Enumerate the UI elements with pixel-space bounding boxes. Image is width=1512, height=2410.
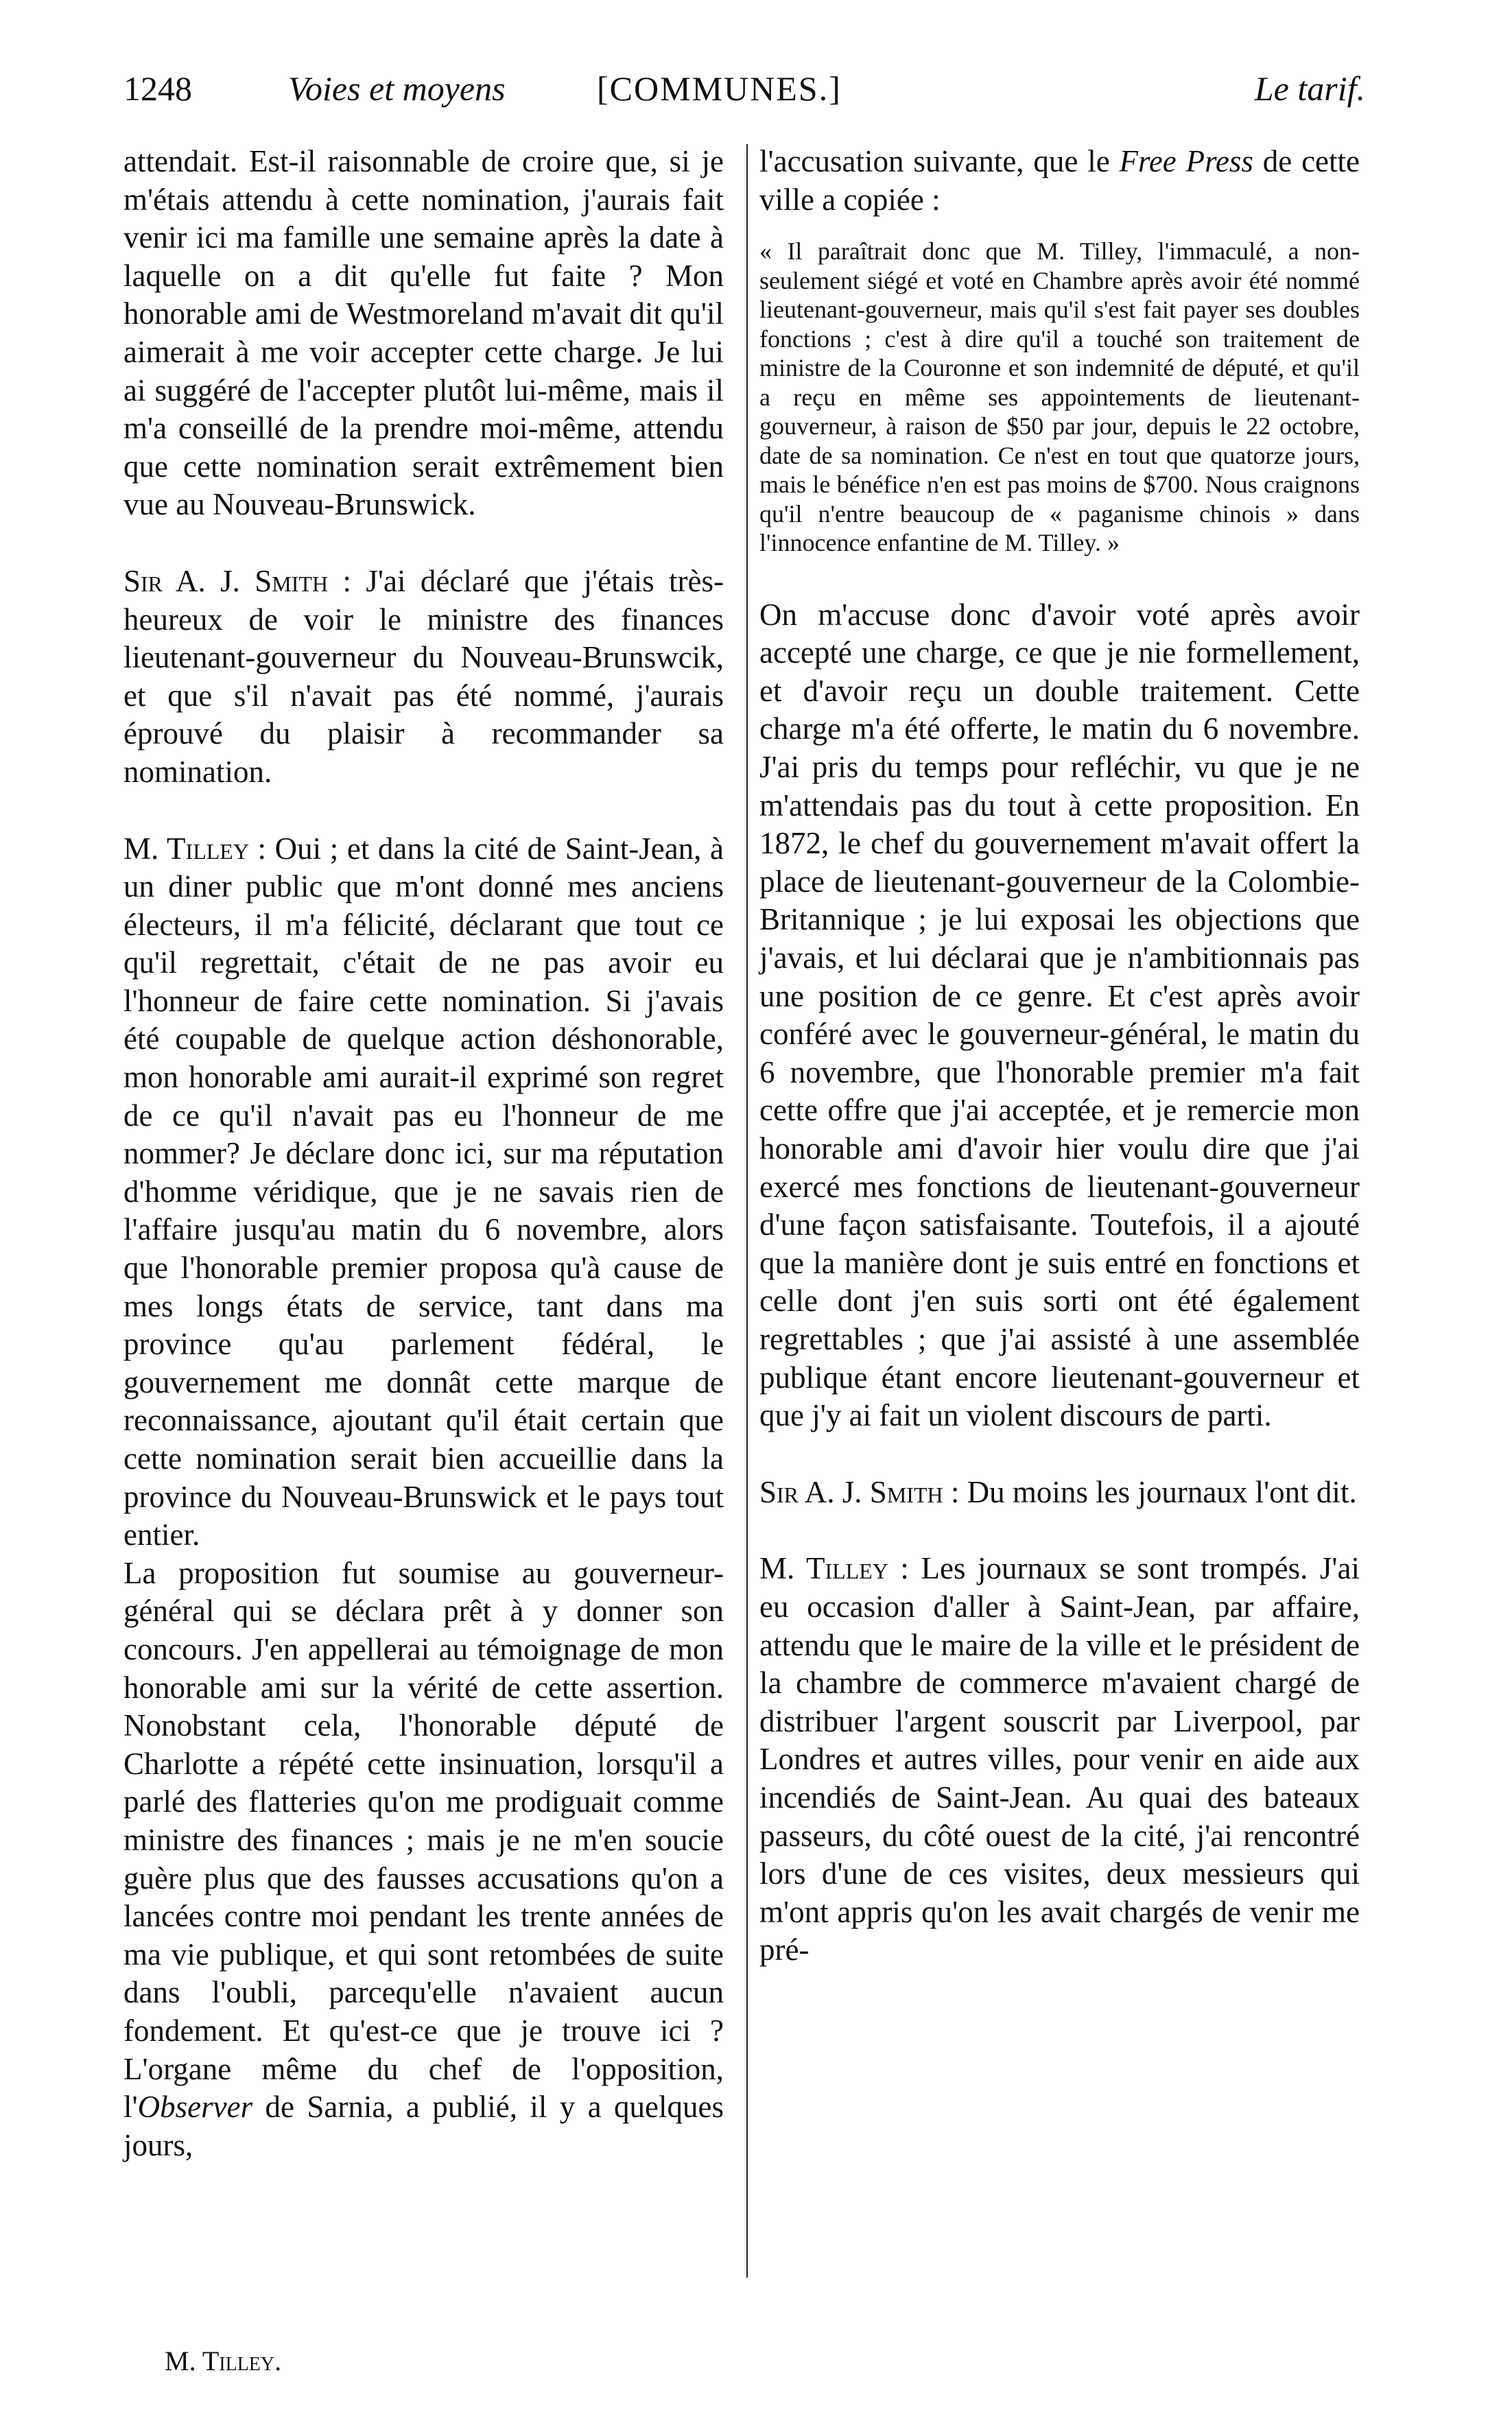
newspaper-title: Observer bbox=[137, 2090, 253, 2125]
paragraph bbox=[123, 830, 724, 1555]
speaker-name: M. Tilley : bbox=[759, 1551, 909, 1586]
speech-text: Les journaux se sont trompés. J'ai eu occasion d'aller à Saint-Jean, par affaire, attendu que le maire de la ville et le président de la chambre de commerce m'avaient chargé de distribuer l'argent souscrit par Liverpool, par Londres et autres villes, pour venir en aide aux incendiés de Saint-Jean. Au quai des bateaux passeurs, du côté ouest de la cité, j'ai rencontré lors d'une de ces visites, deux messieurs qui m'ont appris qu'on les avait chargés de venir me pré- bbox=[759, 1551, 1360, 1968]
paragraph-text-end: de Sarnia, a publié, il y a quelques jours, bbox=[123, 2090, 724, 2162]
header-center-title: [COMMUNES.] bbox=[597, 69, 842, 108]
speaker-name: Sir A. J. Smith : bbox=[123, 563, 351, 598]
paragraph bbox=[759, 1474, 1360, 1512]
paragraph bbox=[123, 1555, 724, 2165]
paragraph bbox=[759, 143, 1360, 219]
speaker-name: M. Tilley : bbox=[123, 831, 267, 866]
header-right-title: Le tarif. bbox=[1254, 69, 1365, 108]
speech-text: J'ai déclaré que j'étais très-heureux de voir le ministre des finances lieutenant-gouverneur du Nouveau-Brunswcik, et que s'il n'avait pas été nommé, j'aurais éprouvé du plaisir à recommander sa nomination. bbox=[123, 563, 724, 789]
right-column bbox=[759, 143, 1360, 1970]
paragraph-text: l'accusation suivante, que le bbox=[759, 144, 1120, 178]
page-number: 1248 bbox=[123, 69, 192, 108]
left-column bbox=[123, 143, 724, 2164]
newspaper-title: Free Press bbox=[1119, 144, 1253, 178]
page-header bbox=[123, 69, 1365, 117]
paragraph bbox=[123, 563, 724, 792]
speech-text: Oui ; et dans la cité de Saint-Jean, à un diner public que m'ont donné mes anciens électeurs, il m'a félicité, déclarant que tout ce qu'il regrettait, c'était de ne pas avoir eu l'honneur de faire cette nomination. Si j'avais été coupable de quelque action déshonorable, mon honorable ami aurait-il exprimé son regret de ce qu'il n'avait pas eu l'honneur de me nommer? Je déclare donc ici, sur ma réputation d'homme véridique, que je ne savais rien de l'affaire jusqu'au matin du 6 novembre, alors que l'honorable premier proposa qu'à cause de mes longs états de service, tant dans ma province qu'au parlement fédéral, le gouvernement me donnât cette marque de reconnaissance, ajoutant qu'il était certain que cette nomination serait bien accueillie dans la province du Nouveau-Brunswick et le pays tout entier. bbox=[123, 831, 724, 1552]
paragraph: On m'accuse donc d'avoir voté après avoir accepté une charge, ce que je nie formellement, et d'avoir reçu un double traitement. Cette charge m'a été offerte, le matin du 6 novembre. J'ai pris du temps pour refléchir, vu que je ne m'attendais pas du tout à cette proposition. En 1872, le chef du gouvernement m'avait offert la place de lieutenant-gouverneur de la Colombie-Britannique ; je lui exposai les objections que j'avais, et lui déclarai que je n'ambitionnais pas une position de ce genre. Et c'est après avoir conféré avec le gouverneur-général, le matin du 6 novembre, que l'honorable premier m'a fait cette offre que j'ai acceptée, et je remercie mon honorable ami d'avoir hier voulu dire que j'ai exercé mes fonctions de lieutenant-gouverneur d'une façon satisfaisante. Toutefois, il a ajouté que la manière dont je suis entré en fonctions et celle dont j'en suis sorti ont été également regrettables ; que j'ai assisté à une assemblée publique étant encore lieutenant-gouverneur et que j'y ai fait un violent discours de parti. bbox=[759, 597, 1360, 1433]
speech-text: Du moins les journaux l'ont dit. bbox=[967, 1474, 1357, 1509]
header-left-title: Voies et moyens bbox=[288, 69, 506, 108]
page-footer-running-name: M. Tilley. bbox=[165, 2346, 282, 2376]
column-divider bbox=[746, 144, 748, 2278]
paragraph: attendait. Est-il raisonnable de croire que, si je m'étais attendu à cette nomination, j'aurais fait venir ici ma famille une semaine après la date à laquelle on a dit qu'elle fut faite ? Mon honorable ami de Westmoreland m'avait dit qu'il aimerait à me voir accepter cette charge. Je lui ai suggéré de l'accepter plutôt lui-même, mais il m'a conseillé de la prendre moi-même, attendu que cette nomination serait extrêmement bien vue au Nouveau-Brunswick. bbox=[123, 144, 724, 522]
newspaper-quote: « Il paraîtrait donc que M. Tilley, l'immaculé, a non-seulement siégé et voté en Chambre après avoir été nommé lieutenant-gouverneur, mais qu'il s'est fait payer ses doubles fonctions ; c'est à dire qu'il a touché son traitement de ministre de la Couronne et son indemnité de député, et qu'il a reçu en même ses appointements de lieutenant-gouverneur, à raison de $50 par jour, depuis le 22 octobre, date de sa nomination. Ce n'est en tout que quatorze jours, mais le bénéfice n'en est pas moins de $700. Nous craignons qu'il n'entre beaucoup de « paganisme chinois » dans l'innocence enfantine de M. Tilley. » bbox=[759, 237, 1360, 557]
paragraph-text-end: de cette ville a copiée : bbox=[759, 144, 1360, 217]
paragraph-text: La proposition fut soumise au gouverneur-général qui se déclara prêt à y donner son concours. J'en appellerai au témoignage de mon honorable ami sur la vérité de cette assertion. Nonobstant cela, l'honorable député de Charlotte a répété cette insinuation, lorsqu'il a parlé des flatteries qu'on me prodiguait comme ministre des finances ; mais je ne m'en soucie guère plus que des fausses accusations qu'on a lancées contre moi pendant les trente années de ma vie publique, et qui sont retombées de suite dans l'oubli, parcequ'elle n'avaient aucun fondement. Et qu'est-ce que je trouve ici ? L'organe même du chef de l'opposition, l' bbox=[123, 1555, 724, 2125]
speaker-name: Sir A. J. Smith : bbox=[759, 1474, 960, 1509]
paragraph bbox=[759, 1550, 1360, 1970]
